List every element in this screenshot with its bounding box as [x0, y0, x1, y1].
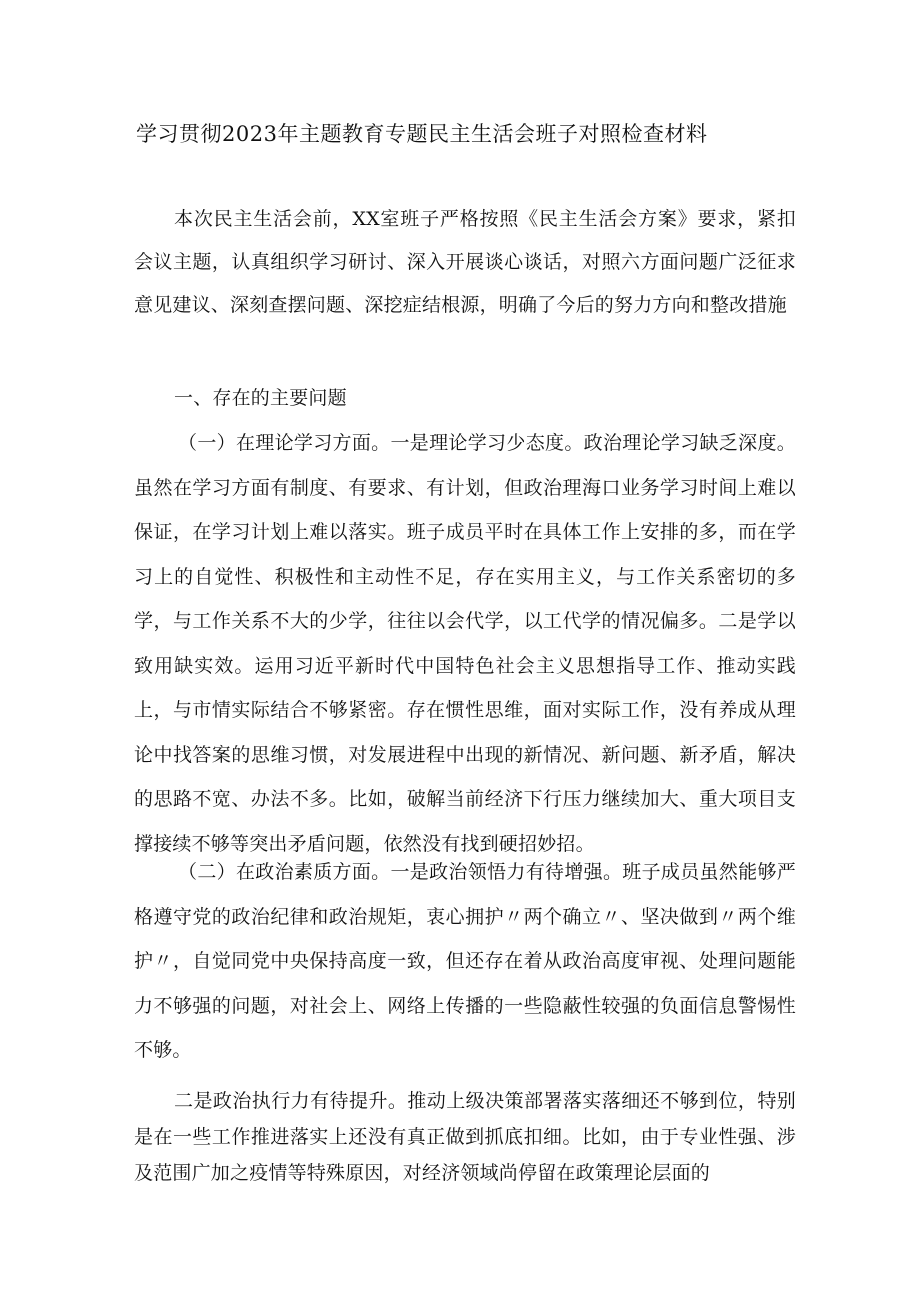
paragraph-theory-study: （一）在理论学习方面。一是理论学习少态度。政治理论学习缺乏深度。虽然在学习方面有制度、有要求、有计划，但政治理海口业务学习时间上难以保证，在学习计划上难以落实。班子成员平时在具体工作上安排的多，而在学习上的自觉性、积极性和主动性不足，存在实用主义，与工作关系密切的多学，与工作关系不大的少学，往往以会代学，以工代学的情况偏多。二是学以致用缺实效。运用习近平新时代中国特色社会主义思想指导工作、推动实践上，与市情实际结合不够紧密。存在惯性思维，面对实际工作，没有养成从理论中找答案的思维习惯，对发展进程中出现的新情况、新问题、新矛盾，解决的思路不宽、办法不多。比如，破解当前经济下行压力继续加大、重大项目支撑接续不够等突出矛盾问题，依然没有找到硬招妙招。 — [134, 432, 796, 855]
intro-paragraph: 本次民主生活会前，XX室班子严格按照《民主生活会方案》要求，紧扣会议主题，认真组织学习研讨、深入开展谈心谈话，对照六方面问题广泛征求意见建议、深刻查摆问题、深挖症结根源，明确了今后的努力方向和整改措施 — [134, 208, 796, 316]
section-heading-main-problems: 一、存在的主要问题 — [174, 387, 347, 409]
paragraph-political-execution: 二是政治执行力有待提升。推动上级决策部署落实落细还不够到位，特别是在一些工作推进落实上还没有真正做到抓底扣细。比如，由于专业性强、涉及范围广加之疫情等特殊原因，对经济领域尚停留在政策理论层面的 — [134, 1090, 796, 1184]
document-title: 学习贯彻2023年主题教育专题民主生活会班子对照检查材料 — [136, 122, 708, 146]
paragraph-political-quality: （二）在政治素质方面。一是政治领悟力有待增强。班子成员虽然能够严格遵守党的政治纪律和政治规矩，衷心拥护〃两个确立〃、坚决做到〃两个维护〃，自觉同党中央保持高度一致，但还存在着从政治高度审视、处理问题能力不够强的问题，对社会上、网络上传播的一些隐蔽性较强的负面信息警惕性不够。 — [134, 861, 796, 1061]
